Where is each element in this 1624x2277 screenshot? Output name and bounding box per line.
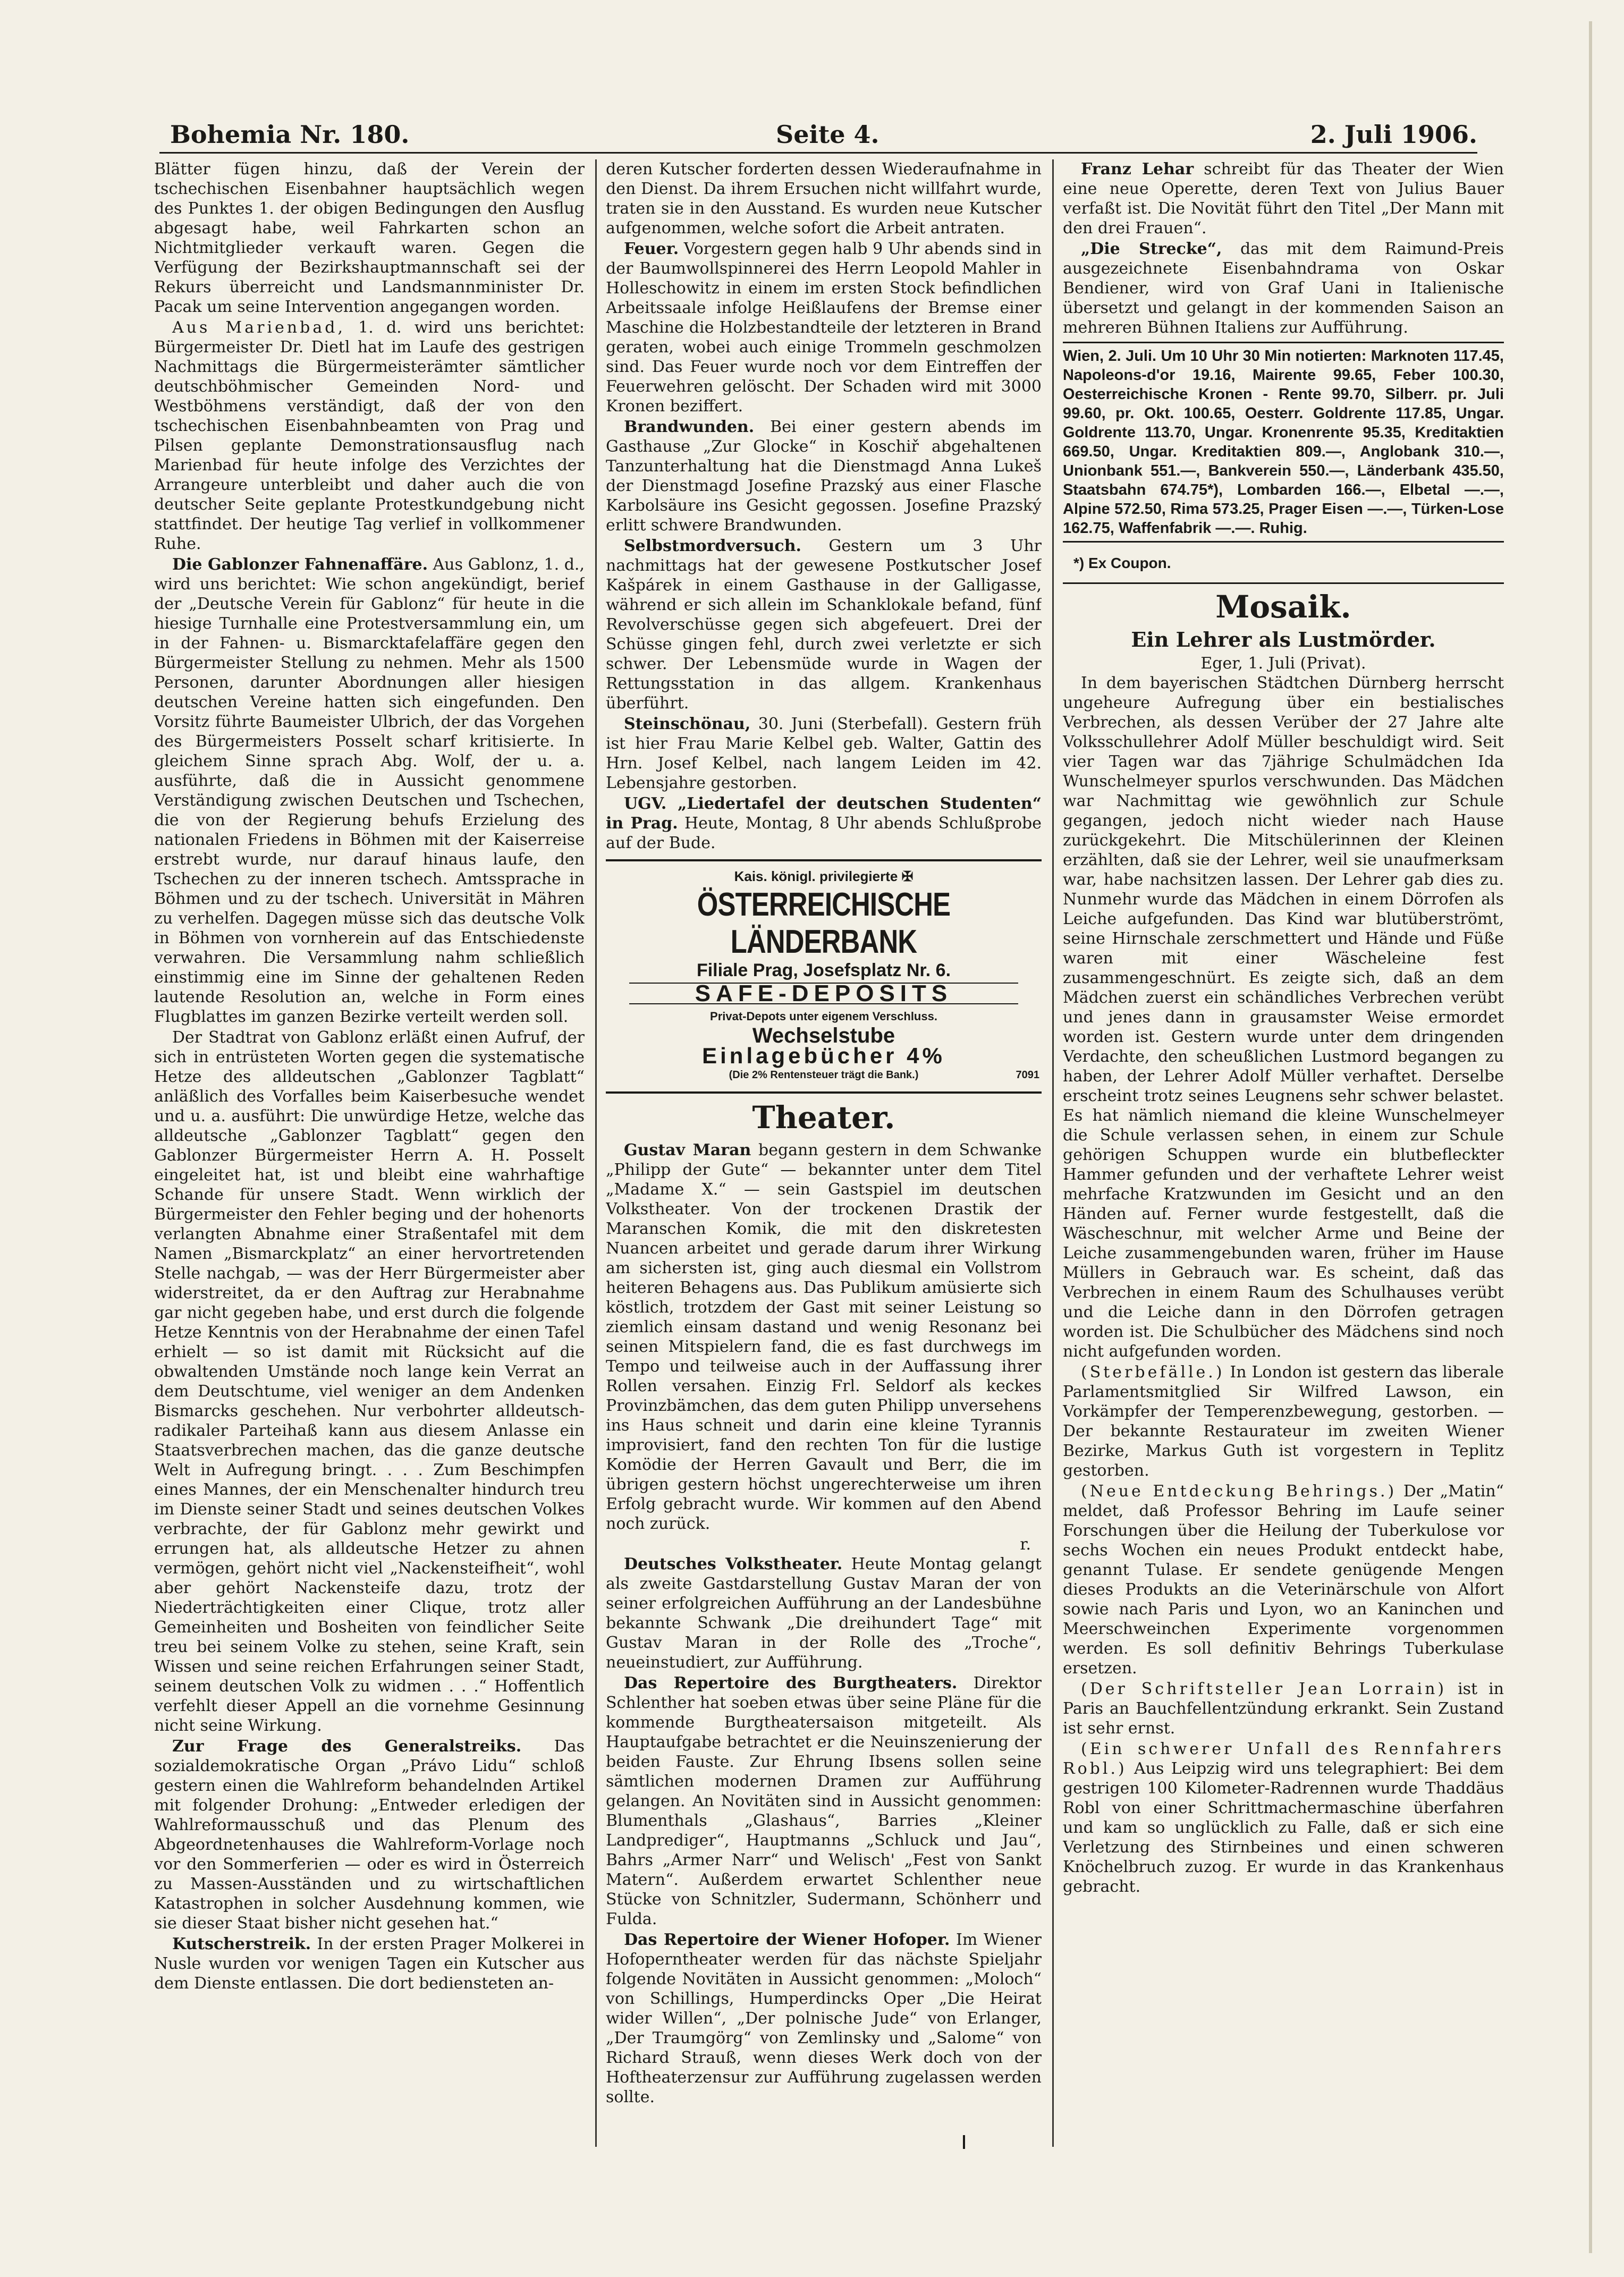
article-heading: (Sterbefälle.) [1081, 1363, 1225, 1382]
issue-date: 2. Juli 1906. [1310, 120, 1477, 149]
article-heading: Die Gablonzer Fahnenaffäre. [172, 555, 428, 574]
dateline: Aus Marienbad, [172, 318, 345, 337]
print-mark [963, 2135, 965, 2149]
article-heading: Franz Lehar [1081, 160, 1194, 179]
article-paragraph: UGV. „Liedertafel der deutschen Studenten“ in Prag. Heute, Montag, 8 Uhr abends Schlußprobe auf der Bude. [606, 794, 1042, 852]
article-heading: Gustav Maran [624, 1141, 751, 1159]
article-heading: Steinschönau, [624, 715, 751, 733]
article-heading: Brandwunden. [624, 418, 755, 436]
article-paragraph: Feuer. Vorgestern gegen halb 9 Uhr abends sind in der Baumwollspinnerei des Herrn Leopold Mahler in Holleschowitz in einem im ersten Stock befindlichen Arbeitssaale infolge Heißlaufens der Bremse einer Maschine die Holzbestandteile der letzteren in Brand geraten, wobei auch einige Trommeln geschmolzen sind. Das Feuer wurde noch vor dem Eintreffen der Feuerwehren gelöscht. Der Schaden wird mit 3000 Kronen beziffert. [606, 240, 1042, 416]
article-heading: Kutscherstreik. [172, 1935, 311, 1953]
article-paragraph: deren Kutscher forderten dessen Wiederaufnahme in den Dienst. Da ihrem Ersuchen nicht willfahrt wurde, traten sie in den Ausstand. Es wurden neue Kutscher aufgenommen, welche sofort die Arbeit antraten. [606, 160, 1042, 238]
section-title: Mosaik. [1215, 589, 1351, 625]
article-paragraph: Franz Lehar schreibt für das Theater der Wien eine neue Operette, deren Text von Julius Bauer verfaßt ist. Die Novität führt den Titel „Der Mann mit den drei Frauen“. [1063, 160, 1504, 238]
column-1 [154, 159, 585, 2157]
article-paragraph: Der Stadtrat von Gablonz erläßt einen Aufruf, der sich in entrüsteten Worten gegen die systematische Hetze des alldeutschen „Gablonzer Tagblatt“ anläßlich des Vorfalles beim Kaiserbesuche wendet und u. a. ausführt: Die unwürdige Hetze, welche das alldeutsche „Gablonzer Tagblatt“ gegen den Gablonzer Bürgermeister Herrn A. H. Posselt eingeleitet hat, ist und bleibt eine wahrhaftige Schande für unsere Stadt. Wenn wirklich der Bürgermeister den Fehler beging und der hohenorts verlangten Abnahme einer Straßentafel mit dem Namen „Bismarckplatz“ an einer hervortretenden Stelle nachgab, — was der Herr Bürgermeister aber widerstreitet, da er den Auftrag zur Herabnahme gar nicht gegeben habe, und erst durch die folgende Hetze Kenntnis von der Herabnahme der einen Tafel erhielt — so ist damit mit Rücksicht auf die obwaltenden Umstände noch lange kein Verrat an dem Deutschtume, viel weniger an dem Andenken Bismarcks geschehen. Nur verbohrter alldeutsch-radikaler Parteihaß kann aus diesem Anlasse ein Staatsverbrechen machen, das die ganze deutsche Welt in Aufregung bringt. . . . Zum Beschimpfen eines Mannes, der ein Menschenalter hindurch treu im Dienste seiner Stadt und seines deutschen Volkes verbrachte, der für Gablonz mehr gewirkt und errungen hat, als alldeutsche Hetzer zu ahnen vermögen, gehört nicht viel „Nackensteifheit“, wohl aber gehört Nackensteife dazu, trotz der Niederträchtigkeiten einer Clique, trotz aller Gemeinheiten und Bosheiten von feindlicher Seite treu bei seinem Volke zu stehen, seine Kraft, sein Wissen und seine reichen Erfahrungen seiner Stadt, seinem deutschen Volk zu widmen . . .“ Hoffentlich verfehlt dieser Appell an die vornehme Gesinnung nicht seine Wirkung. [154, 1028, 585, 1735]
column-3 [1063, 159, 1504, 2157]
ad-bank-name: ÖSTERREICHISCHE LÄNDERBANK [697, 886, 951, 960]
article-heading: UGV. „Liedertafel der deutschen Studenten“ in Prag. [606, 794, 1042, 833]
article-heading: „Die Strecke“, [1081, 240, 1222, 258]
page-number: Seite 4. [776, 120, 879, 149]
article-paragraph: Aus Marienbad, 1. d. wird uns berichtet: Bürgermeister Dr. Dietl hat im Laufe des gestrigen Nachmittags die Bürgermeisterämter sämtlicher deutschböhmischer Gemeinden Nord- und Westböhmens verständigt, daß der von den tschechischen Eisenbahnbeamten von Prag und Pilsen geplante Demonstrationsausflug nach Marienbad für heute infolge des Verzichtes der Arrangeure unterbleibt und daher auch die von deutscher Seite geplante Protestkundgebung nicht stattfindet. Der heutige Tag verlief in vollkommener Ruhe. [154, 318, 585, 553]
ad-line: Kais. königl. privilegierte ✠ [734, 868, 914, 884]
ad-line: Einlagebücher 4% [702, 1043, 945, 1068]
article-paragraph: (Sterbefälle.) In London ist gestern das liberale Parlamentsmitglied Sir Wilfred Lawson, ein Vorkämpfer der Temperenzbewegung, gestorben. — Der bekannte Restaurateur im zweiten Wiener Bezirke, Markus Guth ist vorgestern in Teplitz gestorben. [1063, 1363, 1504, 1480]
column-2 [606, 159, 1042, 2157]
section-title: Theater. [752, 1099, 895, 1136]
article-heading: (Der Schriftsteller Jean Lorrain) [1081, 1680, 1447, 1698]
bank-advertisement [606, 859, 1042, 1094]
column-divider [1052, 159, 1054, 2147]
ad-line: Filiale Prag, Josefsplatz Nr. 6. [696, 960, 951, 980]
ad-line: (Die 2% Rentensteuer trägt die Bank.) 7091 [608, 1065, 1039, 1085]
eagle-emblem-icon: ✠ [901, 868, 914, 884]
article-paragraph: (Ein schwerer Unfall des Rennfahrers Robl.) Aus Leipzig wird uns telegraphiert: Bei dem gestrigen 100 Kilometer-Radrennen wurde Thaddäus Robl von einer Schrittmachermaschine überfahren und kam so unglücklich zu Falle, daß er sich eine Verletzung des Stirnbeines und einen schweren Knöchelbruch zuzog. Er wurde in das Krankenhaus gebracht. [1063, 1740, 1504, 1896]
article-heading: Das Repertoire der Wiener Hofoper. [624, 1931, 950, 1949]
article-paragraph: Brandwunden. Bei einer gestern abends im Gasthause „Zur Glocke“ in Koschiř abgehaltenen Tanzunterhaltung hat die Dienstmagd Anna Lukeš der Dienstmagd Josefine Prazský aus einer Flasche Karbolsäure ins Gesicht gegossen. Josefine Prazský erlitt schwere Brandwunden. [606, 418, 1042, 535]
article-paragraph: Deutsches Volkstheater. Heute Montag gelangt als zweite Gastdarstellung Gustav Maran der von seiner erfolgreichen Aufführung an der Landesbühne bekannte Schwank „Die dreihundert Tage“ mit Gustav Maran in der Rolle des „Troche“, neueinstudiert, zur Aufführung. [606, 1555, 1042, 1672]
footnote: *) Ex Coupon. [1063, 547, 1504, 584]
article-paragraph: Blätter fügen hinzu, daß der Verein der tschechischen Eisenbahner hauptsächlich wegen des Punktes 1. der obigen Bedingungen den Ausflug abgesagt habe, weil Fahrkarten schon an Nichtmitglieder verkauft waren. Gegen die Verfügung der Bezirkshauptmannschaft sei der Rekurs überreicht und Landsmannminister Dr. Pacak um seine Intervention angegangen worden. [154, 160, 585, 316]
header-rule [159, 152, 1477, 154]
article-heading: Selbstmordversuch. [624, 537, 801, 555]
article-paragraph: Selbstmordversuch. Gestern um 3 Uhr nachmittags hat der gewesene Postkutscher Josef Kašpárek in einem Gasthause in der Galligasse, während er sich allein im Schanklokale befand, fünf Revolverschüsse gegen sich abgefeuert. Drei der Schüsse gingen fehl, durch zwei verletzte er sich schwer. Der Lebensmüde wurde in Wagen der Rettungsstation in das allgem. Krankenhaus überführt. [606, 537, 1042, 713]
ad-line: Wechselstube [752, 1024, 895, 1047]
article-heading: Feuer. [624, 240, 679, 258]
ad-number: 7091 [1016, 1069, 1039, 1081]
ad-line: Privat-Depots unter eigenem Verschluss. [710, 1010, 937, 1023]
article-paragraph: „Die Strecke“, das mit dem Raimund-Preis ausgezeichnete Eisenbahndrama von Oskar Bendiener, wird von Graf Uani in Italienische übersetzt und gelangt in der kommenden Saison an mehreren Bühnen Italiens zur Aufführung. [1063, 240, 1504, 337]
article-heading: Zur Frage des Generalstreiks. [172, 1737, 522, 1756]
ad-line: SAFE-DEPOSITS [629, 983, 1018, 1004]
article-heading: (Neue Entdeckung Behrings.) [1081, 1482, 1397, 1501]
article-paragraph: Steinschönau, 30. Juni (Sterbefall). Gestern früh ist hier Frau Marie Kelbel geb. Walter, Gattin des Hrn. Josef Kelbel, nach langem Leiden im 42. Lebensjahre gestorben. [606, 715, 1042, 792]
article-heading: (Ein schwerer Unfall des Rennfahrers Robl.) [1063, 1740, 1504, 1778]
article-paragraph: Das Repertoire des Burgtheaters. Direktor Schlenther hat soeben etwas über seine Pläne für die kommende Burgtheatersaison mitgeteilt. Als Hauptaufgabe betrachtet er die Neuinszenierung der beiden Fauste. Zur Ehrung Ibsens sollen seine sämtlichen modernen Dramen zur Aufführung gelangen. An Novitäten sind in Aussicht genommen: Blumenthals „Glashaus“, Barries „Kleiner Landprediger“, Hauptmanns „Schluck und Jau“, Bahrs „Armer Narr“ und Welisch' „Fest von Sankt Matern“. Außerdem erwartet Schlenther neue Stücke von Schnitzler, Sudermann, Schönherr und Fulda. [606, 1674, 1042, 1928]
column-divider [595, 159, 597, 2147]
article-paragraph: Kutscherstreik. In der ersten Prager Molkerei in Nusle wurden vor wenigen Tagen ein Kutscher aus dem Dienste entlassen. Die dort bediensteten an- [154, 1935, 585, 1993]
author-signature: r. [1020, 1535, 1031, 1554]
article-title: Ein Lehrer als Lustmörder. [1131, 628, 1436, 651]
article-paragraph: Zur Frage des Generalstreiks. Das sozialdemokratische Organ „Právo Lidu“ schloß gestern einen die Wahlreform behandelnden Artikel mit folgender Drohung: „Entweder erledigen der Wahlreformausschuß und das Plenum des Abgeordnetenhauses die Wahlreform-Vorlage noch vor den Sommerferien — oder es wird in Österreich zu Massen-Ausständen und zu wirtschaftlichen Katastrophen in solcher Ausdehnung kommen, wie sie dieser Staat bisher nicht gesehen hat.“ [154, 1737, 585, 1933]
stock-market-report: Wien, 2. Juli. Um 10 Uhr 30 Min notierten: Marknoten 117.45, Napoleons-d'or 19.16, Mairente 99.65, Feber 100.30, Oesterreichische Kronen - Rente 99.70, Silberr. pr. Juli 99.60, pr. Okt. 100.65, Oesterr. Goldrente 117.85, Ungar. Goldrente 113.70, Ungar. Kronenrente 95.35, Kreditaktien 669.50, Ungar. Kreditaktien 809.—, Anglobank 310.—, Unionbank 551.—, Bankverein 550.—, Länderbank 435.50, Staatsbahn 674.75*), Lombarden 166.—, Elbetal —.—, Alpine 572.50, Rima 573.25, Prager Eisen —.—, Türken-Lose 162.75, Waffenfabrik —.—. Ruhig. [1063, 342, 1504, 543]
masthead-issue: Bohemia Nr. 180. [170, 120, 410, 149]
article-paragraph: (Neue Entdeckung Behrings.) Der „Matin“ meldet, daß Professor Behring im Laufe seiner Forschungen über die Heilung der Tuberkulose vor sechs Wochen ein neues Produkt entdeckt habe, genannt Tulase. Er sendete genügende Mengen dieses Produkts an die Veterinärschule von Alfort sowie nach Paris und Lyon, wo an Kaninchen und Meerschweinchen Experimente vorgenommen werden. Es soll definitiv Behrings Tuberkulase ersetzen. [1063, 1482, 1504, 1678]
dateline: Eger, 1. Juli (Privat). [1200, 654, 1366, 673]
article-paragraph: In dem bayerischen Städtchen Dürnberg herrscht ungeheure Aufregung über ein bestialisches Verbrechen, als dessen Verüber der 27 Jahre alte Volksschullehrer Adolf Müller beschuldigt wird. Seit vier Tagen war das 7jährige Schulmädchen Ida Wunschelmeyer spurlos verschwunden. Das Mädchen war Nachmittag wie gewöhnlich zur Schule gegangen, jedoch nicht wieder nach Hause zurückgekehrt. Die Mitschülerinnen der Kleinen erzählten, daß sie der Lehrer, weil sie unaufmerksam war, habe nachsitzen lassen. Der Lehrer gab dies zu. Nunmehr wurde das Mädchen in einem Dörrofen als Leiche aufgefunden. Das Kind war blutüberströmt, seine Hirnschale zerschmettert und Hände und Füße waren mit einer Wäscheleine fest zusammengeschnürt. Es zeigte sich, daß an dem Mädchen zuerst ein schändliches Verbrechen verübt und jenes dann in grausamster Weise ermordet worden ist. Gestern wurde unter dem dringenden Verdachte, den scheußlichen Lustmord begangen zu haben, der Lehrer Adolf Müller verhaftet. Derselbe erscheint trotz seines Leugnens sehr schwer belastet. Es hat nämlich niemand die kleine Wunschelmeyer die Schule verlassen sehen, in einem zur Schule gehörigen Schuppen wurde ein blutbefleckter Hammer gefunden und der verhaftete Lehrer weist mehrfache Kratzwunden im Gesicht und an den Händen auf. Ferner wurde festgestellt, daß die Wäscheschnur, mit welcher Arme und Beine der Leiche zusammengebunden waren, früher im Hause Müllers in Gebrauch war. Es scheint, daß das Verbrechen in einem Raum des Schulhauses verübt und die Leiche dann in den Dörrofen getragen worden ist. Die Schulbücher des Mädchens sind noch nicht aufgefunden worden. [1063, 674, 1504, 1361]
article-paragraph: Das Repertoire der Wiener Hofoper. Im Wiener Hofoperntheater werden für das nächste Spieljahr folgende Novitäten in Aussicht genommen: „Moloch“ von Schillings, Humperdincks Oper „Die Heirat wider Willen“, „Der polnische Jude“ von Erlanger, „Der Traumgörg“ von Zemlinsky und „Salome“ von Richard Strauß, wenn dieses Werk doch von der Hoftheaterzensur zur Aufführung zugelassen werden sollte. [606, 1931, 1042, 2106]
article-paragraph: Die Gablonzer Fahnenaffäre. Aus Gablonz, 1. d., wird uns berichtet: Wie schon angekündigt, berief der „Deutsche Verein für Gablonz“ für heute in die hiesige Turnhalle eine Protestversammlung ein, um in der Fahnen- u. Bismarcktafelaffäre gegen den Bürgermeister Stellung zu nehmen. Mehr als 1500 Personen, darunter Abordnungen aller hiesigen deutschen Vereine hatten sich eingefunden. Den Vorsitz führte Baumeister Ulbrich, der das Vorgehen des Bürgermeisters Posselt scharf kritisierte. In gleichem Sinne sprach Abg. Wolf, der u. a. ausführte, daß die in Aussicht genommene Verständigung zwischen Deutschen und Tschechen, die von der Regierung behufs Erzielung des nationalen Friedens in Böhmen mit der Kaiserreise erstrebt wurde, nur darauf hinaus laufe, den Tschechen zu der inneren tschech. Amtssprache in Böhmen und zu der tschech. Universität in Mähren zu verhelfen. Dagegen müsse sich das deutsche Volk in Böhmen von vornherein auf das Entschiedenste verwahren. Die Versammlung nahm schließlich einstimmig eine im Sinne der gehaltenen Reden lautende Resolution an, welche in Form eines Flugblattes im ganzen Bezirke verteilt werden soll. [154, 555, 585, 1026]
article-paragraph: Gustav Maran begann gestern in dem Schwanke „Philipp der Gute“ — bekannter unter dem Titel „Madame X.“ — sein Gastspiel im deutschen Volkstheater. Von der trockenen Drastik der Maranschen Komik, die mit den diskretesten Nuancen arbeitet und gerade darum ihrer Wirkung am sichersten ist, ging auch diesmal ein Vollstrom heiteren Behagens aus. Das Publikum amüsierte sich köstlich, trotzdem der Gast mit seiner Leistung so ziemlich einsam dastand und wenig Resonanz bei seinen Mitspielern fand, die es fast durchwegs im Tempo und teilweise auch in der Auffassung ihrer Rollen versahen. Einzig Frl. Seldorf als keckes Provinzbämchen, das dem guten Philipp unversehens ins Haus schneit und darin eine kleine Tyrannis improvisiert, fand den rechten Ton für die lustige Komödie der Herren Gavault und Berr, die im übrigen gestern höchst ungerechterweise um ihren Erfolg gebracht wurde. Wir kommen auf den Abend noch zurück. [606, 1141, 1042, 1533]
article-paragraph: (Der Schriftsteller Jean Lorrain) ist in Paris an Bauchfellentzündung erkrankt. Sein Zustand ist sehr ernst. [1063, 1680, 1504, 1738]
article-heading: Deutsches Volkstheater. [624, 1555, 843, 1573]
article-heading: Das Repertoire des Burgtheaters. [624, 1674, 958, 1692]
page-header [159, 112, 1477, 154]
